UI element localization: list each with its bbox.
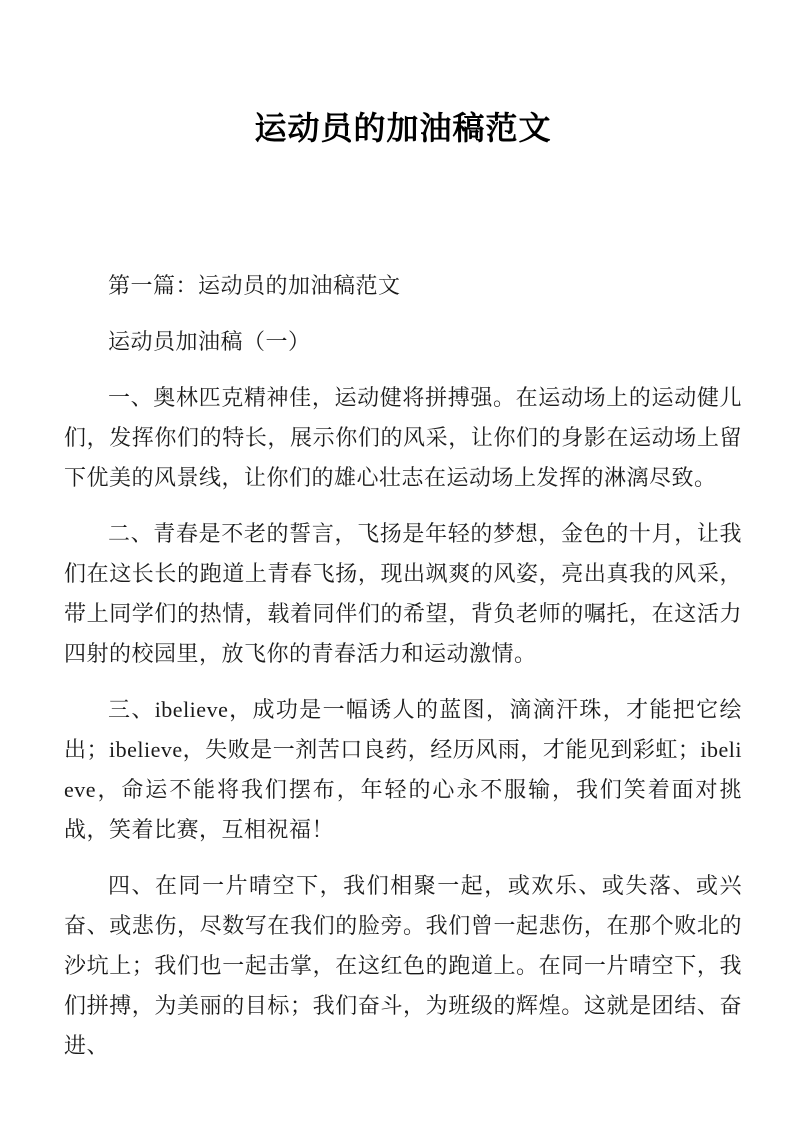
paragraph-one: 一、奥林匹克精神佳，运动健将拼搏强。在运动场上的运动健儿们，发挥你们的特长，展示你们的风采，让你们的身影在运动场上留下优美的风景线，让你们的雄心壮志在运动场上发挥的淋漓尽致。	[64, 385, 742, 490]
paragraph-four: 四、在同一片晴空下，我们相聚一起，或欢乐、或失落、或兴奋、或悲伤，尽数写在我们的脸旁。我们曾一起悲伤，在那个败北的沙坑上；我们也一起击掌，在这红色的跑道上。在同一片晴空下，我们拼搏，为美丽的目标；我们奋斗，为班级的辉煌。这就是团结、奋进、	[64, 873, 742, 1058]
document-body	[64, 266, 742, 1066]
paragraph-two: 二、青春是不老的誓言，飞扬是年轻的梦想，金色的十月，让我们在这长长的跑道上青春飞扬，现出飒爽的风姿，亮出真我的风采，带上同学们的热情，载着同伴们的希望，背负老师的嘱托，在这活力四射的校园里，放飞你的青春活力和运动激情。	[64, 521, 742, 666]
section-subheading-cheer-script-one: 运动员加油稿（一）	[108, 329, 311, 354]
section-heading-first-article: 第一篇：运动员的加油稿范文	[108, 273, 401, 298]
paragraph-three: 三、ibelieve，成功是一幅诱人的蓝图，滴滴汗珠，才能把它绘出；ibelieve，失败是一剂苦口良药，经历风雨，才能见到彩虹；ibelieve，命运不能将我们摆布，年轻的心永不服输，我们笑着面对挑战，笑着比赛，互相祝福！	[64, 697, 742, 842]
document-title: 运动员的加油稿范文	[254, 110, 552, 146]
